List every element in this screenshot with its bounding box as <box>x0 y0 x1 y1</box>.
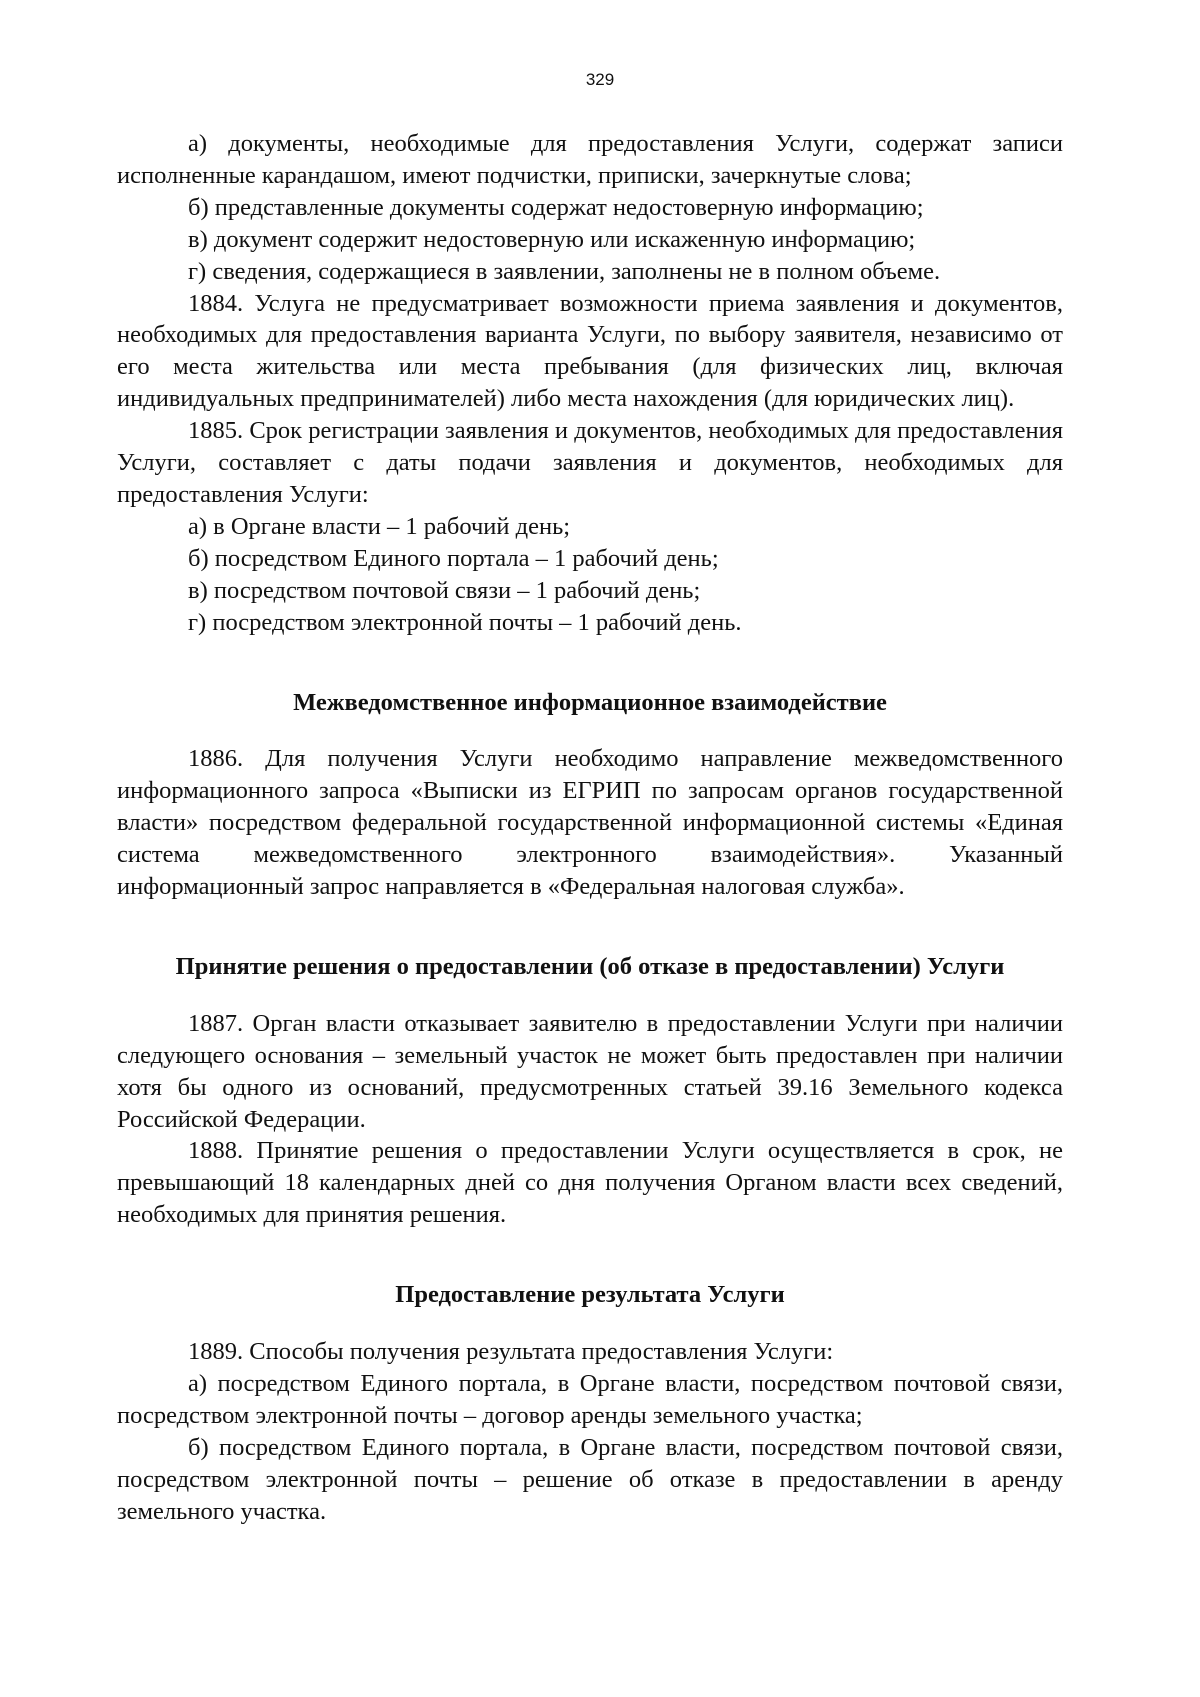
paragraph-1886: 1886. Для получения Услуги необходимо направление межведомственного информационного запроса «Выписки из ЕГРИП по запросам органов государственной власти» посредством федеральной государственной информационной системы «Единая система межведомственного электронного взаимодействия». Указанный информационный запрос направляется в «Федеральная налоговая служба». <box>117 745 1063 901</box>
paragraph-item-v-registration: в) посредством почтовой связи – 1 рабочий день; <box>188 576 701 604</box>
paragraph-1885: 1885. Срок регистрации заявления и документов, необходимых для предоставления Услуги, составляет с даты подачи заявления и документов, необходимых для предоставления Услуги: <box>117 417 1063 508</box>
paragraph-item-v-documents: в) документ содержит недостоверную или искаженную информацию; <box>188 225 916 253</box>
spacer <box>117 718 1063 743</box>
paragraph-1884: 1884. Услуга не предусматривает возможности приема заявления и документов, необходимых для предоставления варианта Услуги, по выбору заявителя, независимо от его места жительства или места пребывания (для физических лиц, включая индивидуальных предпринимателей) либо места нахождения (для юридических лиц). <box>117 289 1063 413</box>
spacer <box>117 1311 1063 1336</box>
paragraph-item-g-registration: г) посредством электронной почты – 1 рабочий день. <box>188 608 742 636</box>
paragraph-1887: 1887. Орган власти отказывает заявителю в предоставлении Услуги при наличии следующего основания – земельный участок не может быть предоставлен при наличии хотя бы одного из оснований, предусмотренных статьей 39.16 Земельного кодекса Российской Федерации. <box>117 1009 1063 1133</box>
paragraph-1889: 1889. Способы получения результата предоставления Услуги: <box>188 1338 834 1366</box>
section-heading-result: Предоставление результата Услуги <box>395 1281 785 1309</box>
paragraph-item-a-result: а) посредством Единого портала, в Органе власти, посредством почтовой связи, посредством электронной почты – договор аренды земельного участка; <box>117 1370 1063 1429</box>
section-heading-interagency: Межведомственное информационное взаимодействие <box>293 688 887 716</box>
spacer <box>117 639 1063 687</box>
paragraph-item-a-documents: а) документы, необходимые для предоставления Услуги, содержат записи исполненные карандашом, имеют подчистки, приписки, зачеркнутые слова; <box>117 130 1063 189</box>
paragraph-item-b-result: б) посредством Единого портала, в Органе власти, посредством почтовой связи, посредством электронной почты – решение об отказе в предоставлении в аренду земельного участка. <box>117 1433 1063 1525</box>
paragraph-item-b-documents: б) представленные документы содержат недостоверную информацию; <box>188 193 924 221</box>
spacer <box>117 903 1063 951</box>
paragraph-item-b-registration: б) посредством Единого портала – 1 рабочий день; <box>188 544 719 572</box>
section-heading-decision: Принятие решения о предоставлении (об отказе в предоставлении) Услуги <box>175 952 1005 980</box>
page-number: 329 <box>585 70 615 89</box>
paragraph-item-a-registration: а) в Органе власти – 1 рабочий день; <box>188 512 571 540</box>
paragraph-item-g-documents: г) сведения, содержащиеся в заявлении, заполнены не в полном объеме. <box>188 257 941 285</box>
paragraph-1888: 1888. Принятие решения о предоставлении Услуги осуществляется в срок, не превышающий 18 календарных дней со дня получения Органом власти всех сведений, необходимых для принятия решения. <box>117 1137 1063 1229</box>
document-body <box>117 128 1063 1528</box>
spacer <box>117 1231 1063 1279</box>
spacer <box>117 983 1063 1008</box>
